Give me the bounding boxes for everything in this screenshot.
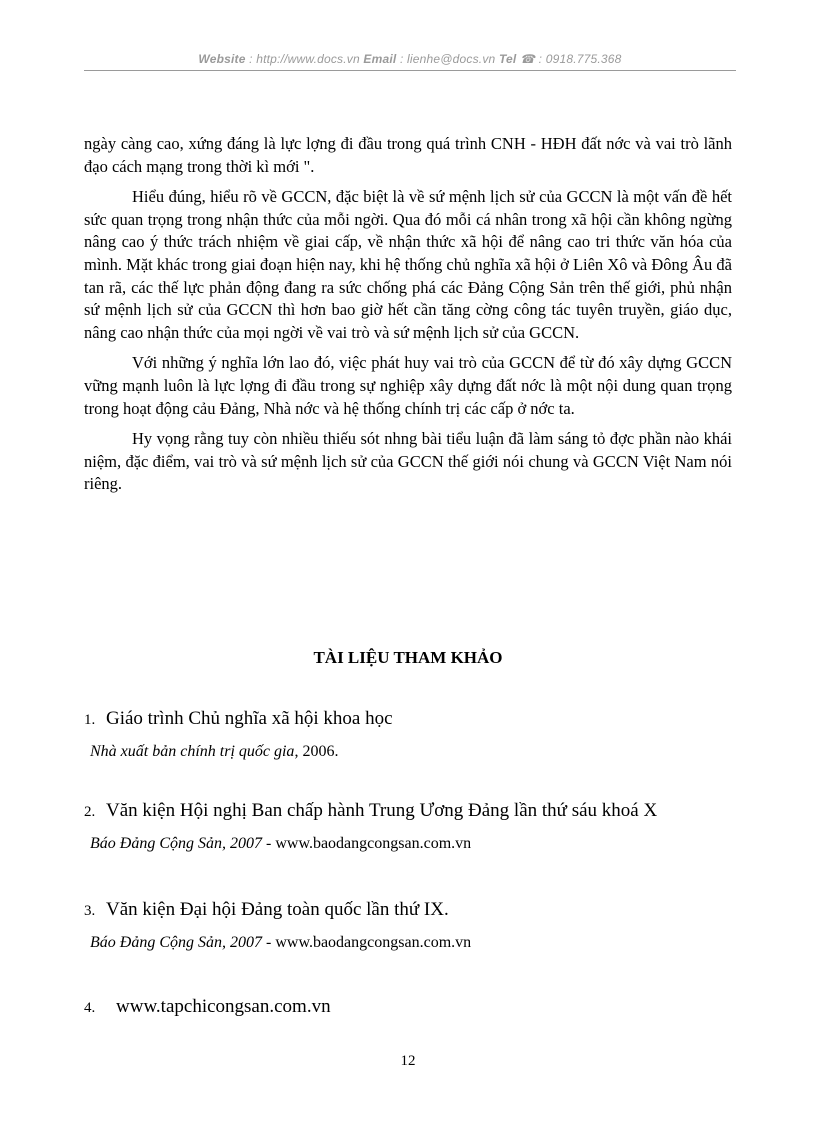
- paragraph: Hy vọng rằng tuy còn nhiều thiếu sót nhng bài tiểu luận đã làm sáng tỏ đợc phần nào khái niệm, đặc điểm, vai trò và sứ mệnh lịch sử của GCCN thế giới nói chung và GCCN Việt Nam nói riêng.: [84, 429, 732, 494]
- website-label: Website: [198, 52, 246, 66]
- website-value: : http://www.docs.vn: [245, 52, 364, 66]
- reference-item: [84, 799, 744, 855]
- reference-extra: , 2006.: [294, 743, 339, 760]
- reference-link[interactable]: www.tapchicongsan.com.vn: [116, 996, 331, 1017]
- reference-number: 3.: [84, 903, 96, 919]
- reference-number: 1.: [84, 712, 96, 728]
- reference-number: 2.: [84, 804, 96, 820]
- reference-item: [84, 707, 744, 763]
- reference-title: Văn kiện Hội nghị Ban chấp hành Trung Ương Đảng lần thứ sáu khoá X: [106, 800, 658, 821]
- header-divider: [84, 70, 736, 71]
- reference-title: Văn kiện Đại hội Đảng toàn quốc lần thứ IX.: [106, 899, 449, 920]
- paragraph: Hiểu đúng, hiểu rõ về GCCN, đặc biệt là về sứ mệnh lịch sử của GCCN là một vấn đề hết sức quan trọng trong nhận thức của mỗi ngời. Qua đó mỗi cá nhân trong xã hội cần không ngừng nâng cao ý thức trách nhiệm về giai cấp, về nhận thức xã hội để nâng cao tri thức văn hóa của mình. Mặt khác trong giai đoạn hiện nay, khi hệ thống chủ nghĩa xã hội ở Liên Xô và Đông Âu đã tan rã, các thế lực phản động đang ra sức chống phá các Đảng Cộng Sản trên thế giới, phủ nhận sứ mệnh lịch sử của GCCN thì hơn bao giờ hết cần tăng cờng công tác tuyên truyền, giáo dục, nâng cao nhận thức của mọi ngời về vai trò và sứ mệnh lịch sử của GCCN.: [84, 187, 732, 342]
- page-number: 12: [400, 1053, 416, 1069]
- reference-number: 4.: [84, 1000, 96, 1016]
- email-value: : lienhe@docs.vn: [396, 52, 499, 66]
- paragraph: ngày càng cao, xứng đáng là lực lợng đi đầu trong quá trình CNH - HĐH đất nớc và vai trò lãnh đạo cách mạng trong thời kì mới ".: [84, 134, 732, 176]
- reference-source: Báo Đảng Cộng Sản, 2007 -: [90, 835, 272, 852]
- phone-icon: ☎: [519, 52, 536, 66]
- reference-item: [84, 898, 744, 954]
- body-text: [84, 133, 732, 504]
- tel-value: : 0918.775.368: [535, 52, 622, 66]
- page-header: [84, 52, 736, 66]
- tel-label: Tel: [498, 52, 517, 66]
- paragraph: Với những ý nghĩa lớn lao đó, việc phát huy vai trò của GCCN để từ đó xây dựng GCCN vững mạnh luôn là lực lợng đi đầu trong sự nghiệp xây dựng đất nớc là một nội dung quan trọng trong hoạt động cảu Đảng, Nhà nớc và hệ thống chính trị các cấp ở nớc ta.: [84, 353, 732, 418]
- reference-item: [84, 995, 744, 1020]
- reference-source: Nhà xuất bản chính trị quốc gia: [90, 743, 295, 760]
- references-title: TÀI LIỆU THAM KHẢO: [313, 648, 503, 667]
- reference-title: Giáo trình Chủ nghĩa xã hội khoa học: [106, 708, 393, 729]
- email-label: Email: [363, 52, 397, 66]
- reference-source: Báo Đảng Cộng Sản, 2007 -: [90, 934, 272, 951]
- reference-extra: www.baodangcongsan.com.vn: [271, 835, 472, 852]
- reference-extra: www.baodangcongsan.com.vn: [271, 934, 472, 951]
